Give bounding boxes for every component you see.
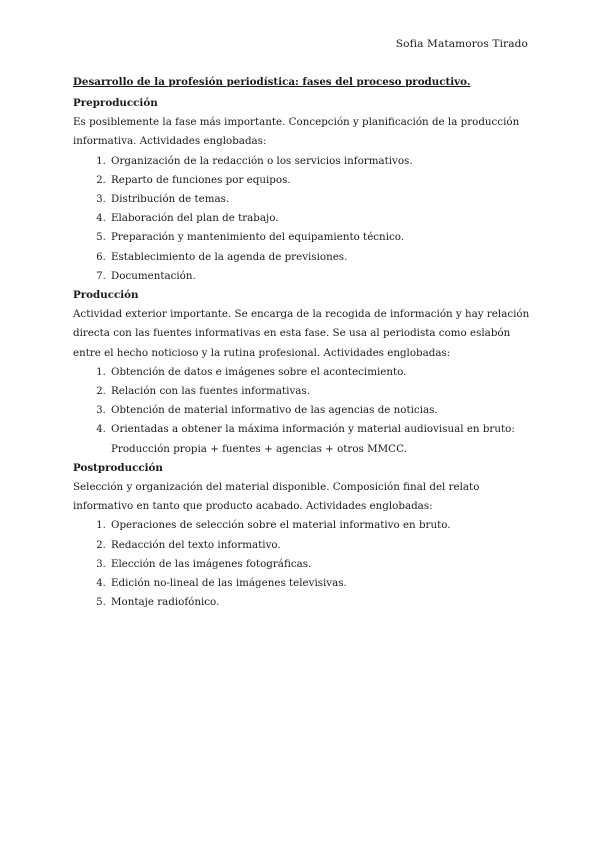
- list-item: 3. Distribución de temas.: [109, 190, 531, 209]
- list-item: 6. Establecimiento de la agenda de previsiones.: [109, 248, 531, 267]
- list-item: 3. Obtención de material informativo de las agencias de noticias.: [109, 401, 531, 420]
- section-intro-preproduccion: Es posiblemente la fase más importante. Concepción y planificación de la producción informativa. Actividades englobadas:: [73, 116, 520, 148]
- list-item: 1. Obtención de datos e imágenes sobre el acontecimiento.: [109, 363, 531, 382]
- list-item-detail: Producción propia + fuentes + agencias + otros MMCC.: [111, 442, 407, 455]
- author-name: Sofia Matamoros Tirado: [395, 38, 528, 50]
- activity-list-postproduccion: [73, 516, 531, 612]
- section-intro-produccion: Actividad exterior importante. Se encarga de la recogida de información y hay relación directa con las fuentes informativas en esta fase. Se usa al periodista como eslabón entre el hecho noticioso y la rutina profesional. Actividades englobadas:: [73, 308, 530, 359]
- list-item: 4. Elaboración del plan de trabajo.: [109, 209, 531, 228]
- list-item: 2. Redacción del texto informativo.: [109, 536, 531, 555]
- activity-list-produccion: [73, 363, 531, 459]
- section-heading-postproduccion: Postproducción: [73, 461, 163, 474]
- list-item: [109, 420, 531, 458]
- list-item: 2. Relación con las fuentes informativas.: [109, 382, 531, 401]
- list-item: 2. Reparto de funciones por equipos.: [109, 171, 531, 190]
- list-item: 5. Montaje radiofónico.: [109, 593, 531, 612]
- list-item-text: Orientadas a obtener la máxima información y material audiovisual en bruto:: [111, 423, 515, 436]
- section-intro-postproduccion: Selección y organización del material disponible. Composición final del relato informativo en tanto que producto acabado. Actividades englobadas:: [73, 481, 480, 513]
- list-item: 3. Elección de las imágenes fotográficas.: [109, 555, 531, 574]
- list-item: 1. Operaciones de selección sobre el material informativo en bruto.: [109, 516, 531, 535]
- list-item: 4. Edición no-lineal de las imágenes televisivas.: [109, 574, 531, 593]
- section-heading-produccion: Producción: [73, 289, 139, 302]
- document-title: Desarrollo de la profesión periodística: fases del proceso productivo.: [73, 76, 471, 88]
- activity-list-preproduccion: [73, 152, 531, 286]
- list-item: 1. Organización de la redacción o los servicios informativos.: [109, 152, 531, 171]
- document-body: [73, 75, 531, 612]
- section-heading-preproduccion: Preproducción: [73, 97, 158, 109]
- list-item: 5. Preparación y mantenimiento del equipamiento técnico.: [109, 228, 531, 247]
- list-item: 7. Documentación.: [109, 267, 531, 286]
